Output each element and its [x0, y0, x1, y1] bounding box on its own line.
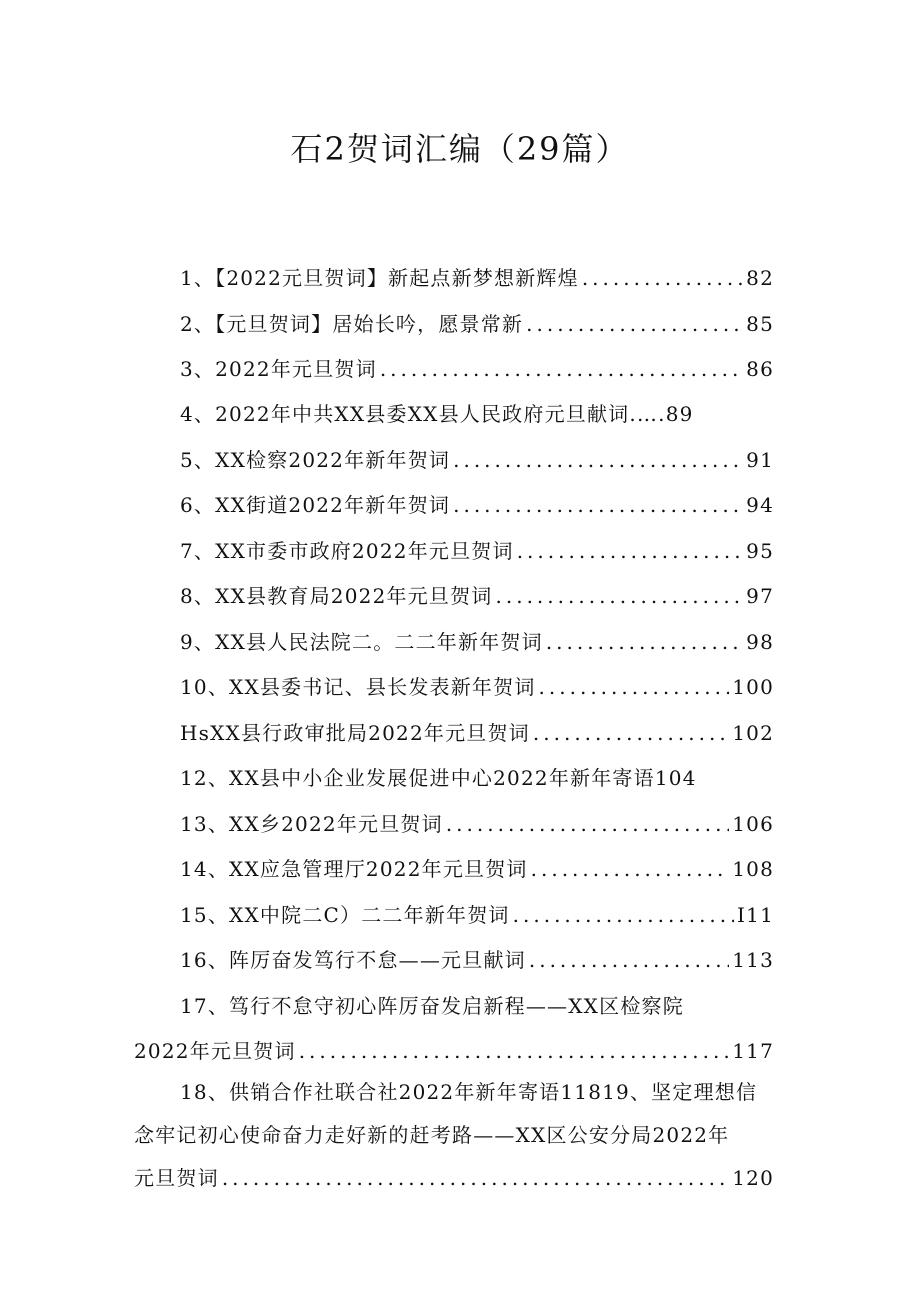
page-title: 石2贺词汇编（29篇） — [290, 130, 630, 168]
toc-entry-page: 120 — [732, 1166, 774, 1190]
toc-entry-page: 91 — [746, 448, 774, 472]
leader-dots — [453, 491, 743, 519]
toc-entry[interactable] — [180, 719, 774, 747]
toc-entry[interactable] — [180, 491, 774, 519]
toc-entry-title: 2、【元旦贺词】居始长吟，愿景常新 — [180, 312, 524, 336]
toc-entry-title: 17、笃行不怠守初心阵厉奋发启新程——XX区检察院 — [180, 994, 684, 1018]
toc-entry-title: 5、XX检察2022年新年贺词 — [180, 448, 451, 472]
toc-entry-title: 8、XX县教育局2022年元旦贺词 — [180, 584, 493, 608]
toc-entry-page: 94 — [746, 493, 774, 517]
toc-entry-18-line2[interactable] — [134, 1121, 729, 1149]
leader-dots — [496, 582, 744, 610]
toc-entry[interactable] — [180, 901, 774, 929]
toc-entry-page: 117 — [732, 1039, 774, 1063]
toc-entry-page: 100 — [732, 675, 774, 699]
leader-dots — [299, 1037, 730, 1065]
toc-entry-title: 6、XX街道2022年新年贺词 — [180, 493, 451, 517]
leader-dots — [533, 719, 729, 747]
toc-entry-page: I11 — [737, 903, 774, 927]
toc-entry-title: 15、XX中院二C）二二年新年贺词 — [180, 903, 510, 927]
toc-entry-title: 1、【2022元旦贺词】新起点新梦想新辉煌 — [180, 266, 579, 290]
leader-dots — [526, 310, 743, 338]
leader-dots — [582, 264, 743, 292]
leader-dots — [531, 855, 730, 883]
toc-entry[interactable] — [180, 446, 774, 474]
leader-dots — [513, 901, 734, 929]
toc-entry-page: 113 — [732, 948, 774, 972]
leader-dots — [446, 810, 729, 838]
toc-entry-page: 98 — [746, 630, 774, 654]
toc-entry-page: 82 — [746, 266, 774, 290]
leader-dots — [546, 628, 743, 656]
toc-entry-title-cont: 念牢记初心使命奋力走好新的赶考路——XX区公安分局2022年 — [134, 1123, 730, 1147]
toc-entry-page: 85 — [746, 312, 774, 336]
toc-entry-17-line2[interactable] — [134, 1037, 774, 1065]
toc-entry[interactable] — [180, 855, 774, 883]
toc-entry[interactable] — [180, 673, 774, 701]
toc-entry[interactable] — [180, 537, 774, 565]
toc-entry[interactable] — [180, 310, 774, 338]
toc-entry[interactable] — [180, 264, 774, 292]
toc-entry-17-line1[interactable] — [180, 992, 684, 1020]
toc-entry-title: 3、2022年元旦贺词 — [180, 357, 377, 381]
toc-entry-title: 18、供销合作社联合社2022年新年寄语11819、坚定理想信 — [180, 1080, 758, 1104]
toc-entry[interactable] — [180, 400, 694, 428]
leader-dots — [529, 946, 729, 974]
toc-entry-title: 10、XX县委书记、县长发表新年贺词 — [180, 675, 536, 699]
toc-entry-title: HsXX县行政审批局2022年元旦贺词 — [180, 721, 530, 745]
toc-entry[interactable] — [180, 946, 774, 974]
toc-entry-page: 97 — [746, 584, 774, 608]
toc-entry-title: 4、2022年中共XX县委XX县人民政府元旦献词.… — [180, 402, 659, 426]
toc-entry-title: 7、XX市委市政府2022年元旦贺词 — [180, 539, 514, 563]
toc-entry-title: 13、XX乡2022年元旦贺词 — [180, 812, 443, 836]
leader-dots — [380, 355, 743, 383]
toc-entry[interactable] — [180, 582, 774, 610]
toc-entry-title-cont: 2022年元旦贺词 — [134, 1039, 296, 1063]
toc-entry[interactable] — [180, 764, 697, 792]
toc-entry-title: 14、XX应急管理厅2022年元旦贺词 — [180, 857, 528, 881]
leader-dots — [539, 673, 730, 701]
leader-dots — [222, 1164, 729, 1192]
toc-entry[interactable] — [180, 628, 774, 656]
toc-entry-18-line1[interactable] — [180, 1078, 757, 1106]
toc-entry-title: 16、阵厉奋发笃行不怠——元旦献词 — [180, 948, 526, 972]
toc-entry-title: 9、XX县人民法院二。二二年新年贺词 — [180, 630, 543, 654]
toc-entry-18-line3[interactable] — [134, 1164, 774, 1192]
toc-entry-page: .89 — [658, 402, 694, 426]
toc-entry-page: 95 — [746, 539, 774, 563]
toc-entry[interactable] — [180, 355, 774, 383]
toc-entry-title: 12、XX县中小企业发展促进中心2022年新年寄语104 — [180, 766, 697, 790]
toc-entry-title-cont: 元旦贺词 — [134, 1166, 219, 1190]
toc-entry-page: 86 — [746, 357, 774, 381]
leader-dots — [453, 446, 743, 474]
leader-dots — [517, 537, 743, 565]
toc-entry[interactable] — [180, 810, 774, 838]
toc-entry-page: 106 — [732, 812, 774, 836]
toc-entry-page: 102 — [732, 721, 774, 745]
toc-entry-page: 108 — [732, 857, 774, 881]
